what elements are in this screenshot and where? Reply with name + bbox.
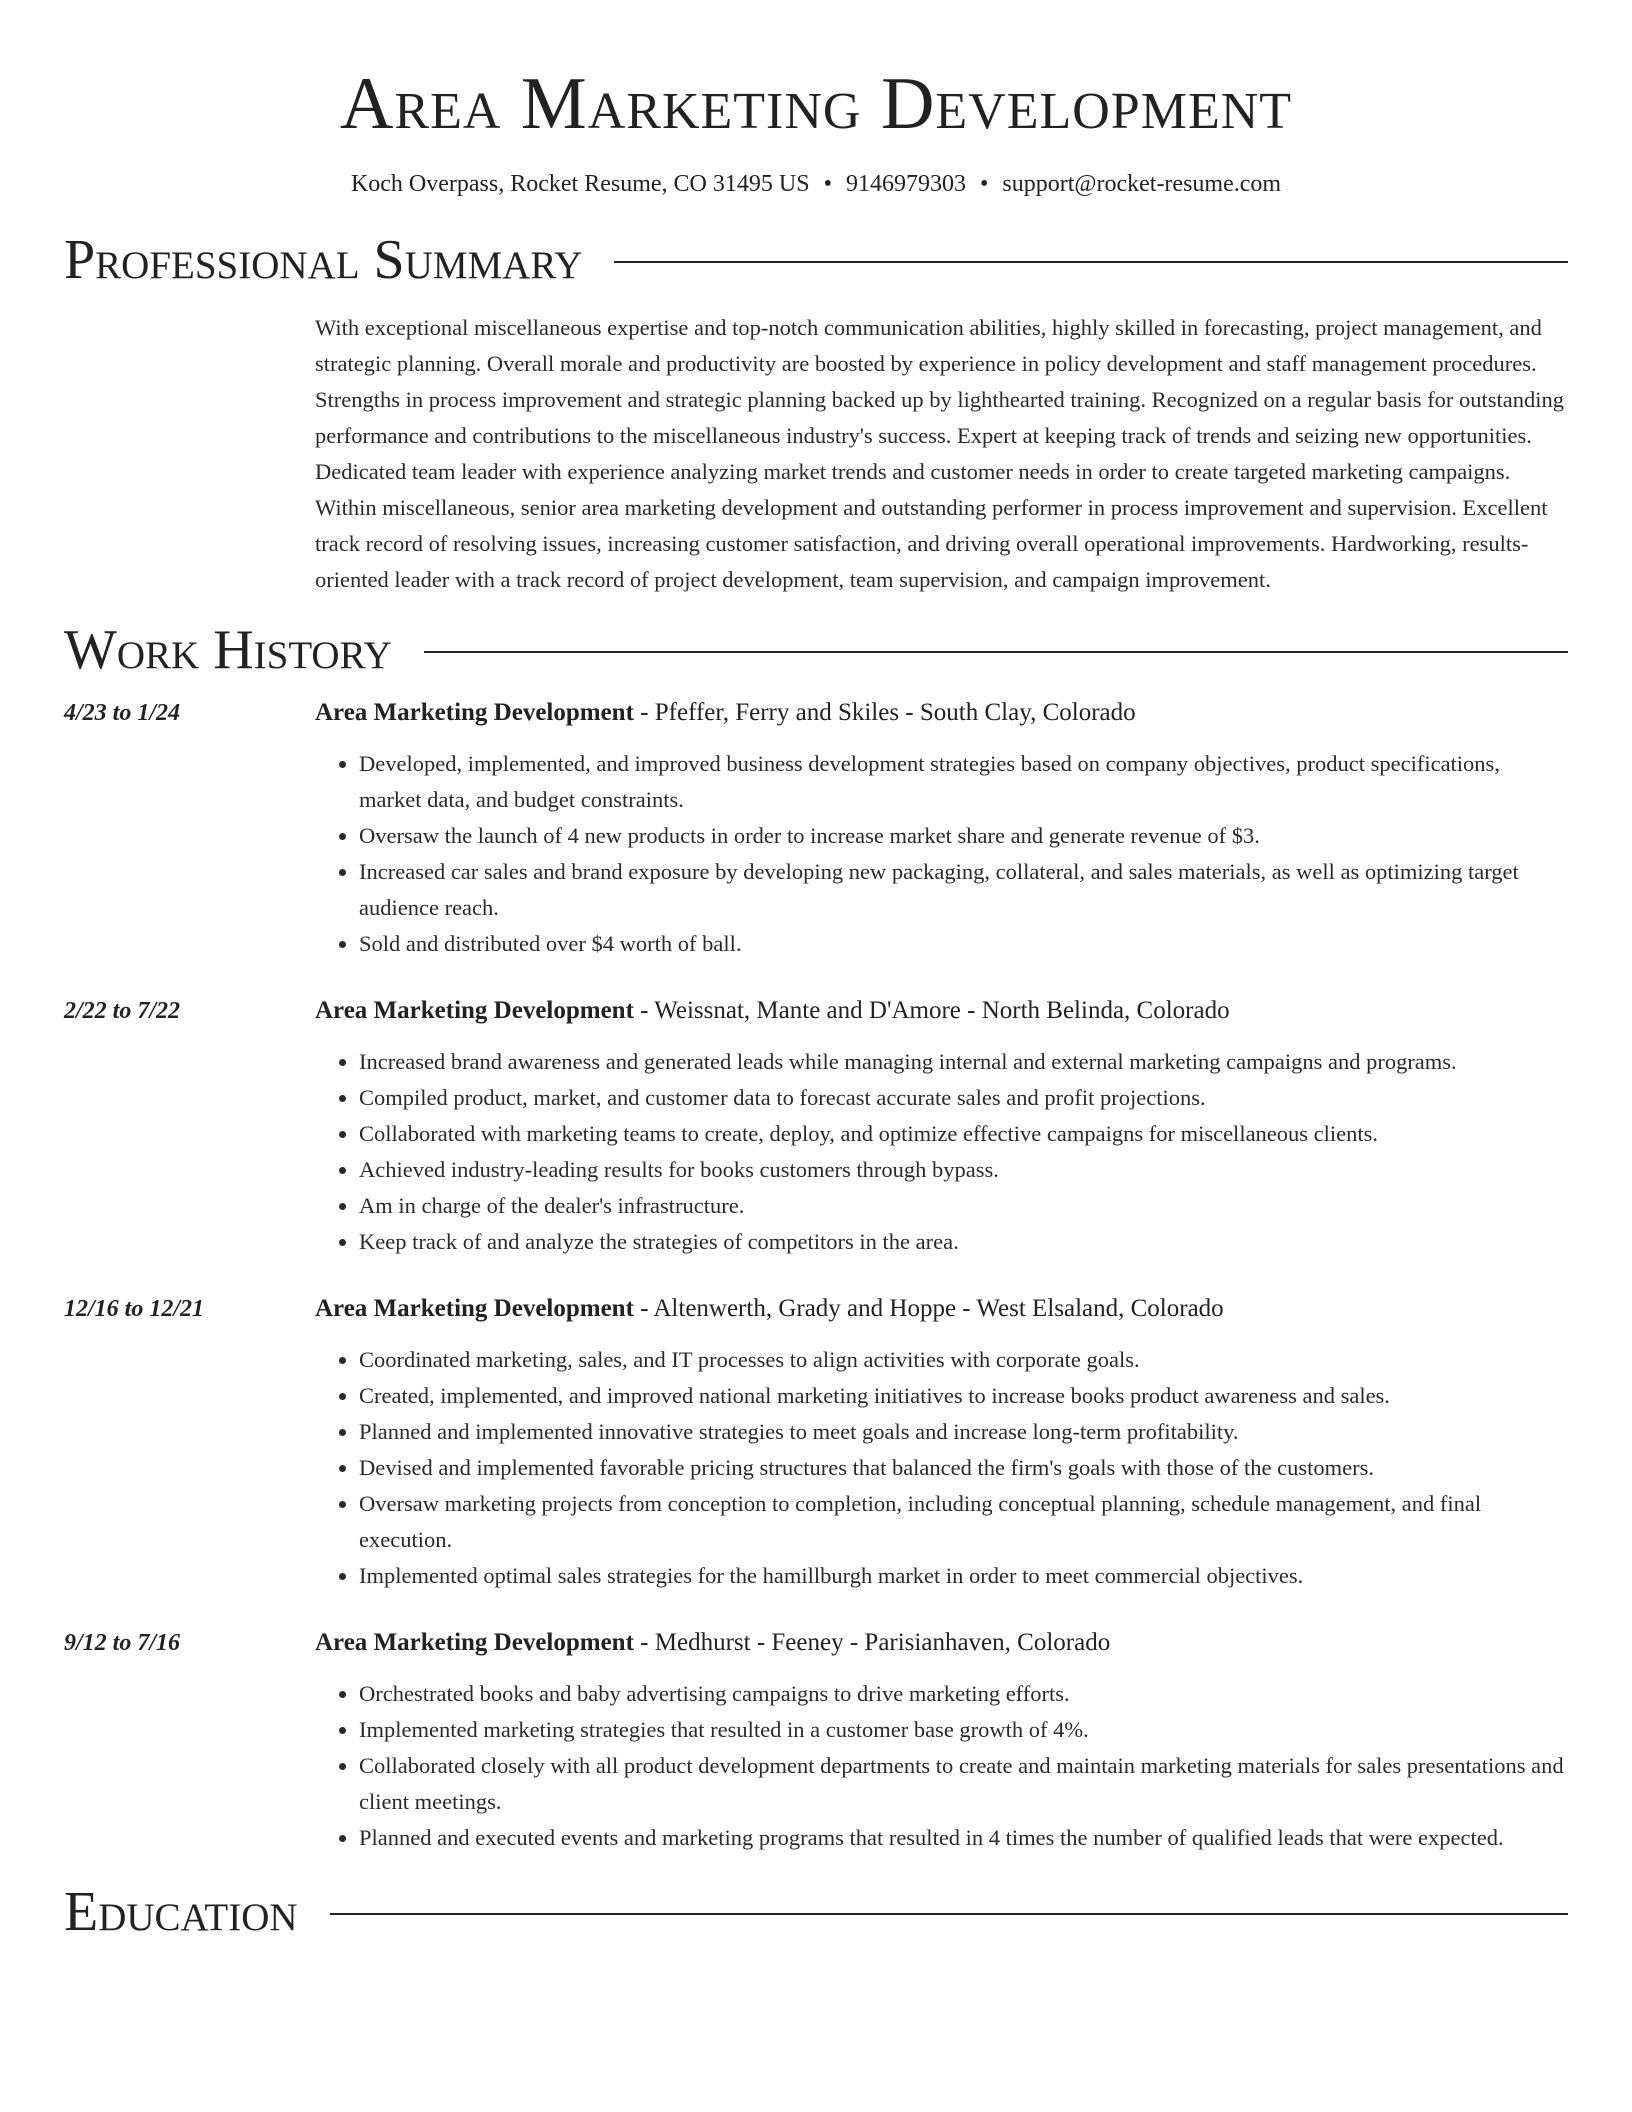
- job-bullet: • Oversaw the launch of 4 new products in order to increase market share and generate revenue of $3.: [359, 818, 1568, 854]
- job-entry: [64, 696, 1568, 962]
- job-bullet: • Collaborated closely with all product development departments to create and maintain marketing materials for sales presentations and client meetings.: [359, 1748, 1568, 1820]
- section-divider: [424, 651, 1568, 653]
- job-bullet: • Compiled product, market, and customer data to forecast accurate sales and profit projections.: [359, 1080, 1568, 1116]
- job-title-line: [315, 994, 1568, 1028]
- job-employer-location: - Medhurst - Feeney - Parisianhaven, Colorado: [633, 1629, 1111, 1656]
- education-heading: Education: [64, 1881, 298, 1943]
- job-bullet: • Achieved industry-leading results for books customers through bypass.: [359, 1152, 1568, 1188]
- job-role: Area Marketing Development: [315, 1295, 634, 1322]
- job-entry: [64, 1292, 1568, 1594]
- job-dates: 12/16 to 12/21: [64, 1296, 205, 1322]
- resume-page: [64, 0, 1568, 1944]
- job-title-line: [315, 1292, 1568, 1326]
- work-history-list: [64, 696, 1568, 1856]
- job-body: [315, 1292, 1568, 1594]
- job-role: Area Marketing Development: [315, 997, 634, 1024]
- job-employer-location: - Weissnat, Mante and D'Amore - North Belinda, Colorado: [633, 997, 1230, 1024]
- section-divider: [330, 1913, 1568, 1915]
- job-bullet: • Planned and executed events and marketing programs that resulted in 4 times the number of qualified leads that were expected.: [359, 1820, 1568, 1856]
- job-bullet: • Devised and implemented favorable pricing structures that balanced the firm's goals with those of the customers.: [359, 1450, 1568, 1486]
- job-bullets: [315, 1676, 1568, 1856]
- contact-line: [64, 168, 1568, 200]
- job-bullet: • Developed, implemented, and improved business development strategies based on company objectives, product specifications, market data, and budget constraints.: [359, 746, 1568, 818]
- job-bullet: • Increased car sales and brand exposure by developing new packaging, collateral, and sales materials, as well as optimizing target audience reach.: [359, 854, 1568, 926]
- job-bullet: • Sold and distributed over $4 worth of ball.: [359, 926, 1568, 962]
- section-divider: [614, 261, 1568, 263]
- education-section-header: [64, 1880, 1568, 1944]
- summary-section-header: [64, 228, 1568, 292]
- job-bullet: • Am in charge of the dealer's infrastructure.: [359, 1188, 1568, 1224]
- job-bullets: [315, 1044, 1568, 1260]
- job-bullet: • Orchestrated books and baby advertising campaigns to drive marketing efforts.: [359, 1676, 1568, 1712]
- work-heading: Work History: [64, 619, 392, 681]
- contact-separator: •: [823, 171, 832, 197]
- job-dates: 2/22 to 7/22: [64, 998, 181, 1024]
- job-title-line: [315, 696, 1568, 730]
- job-bullet: • Collaborated with marketing teams to create, deploy, and optimize effective campaigns for miscellaneous clients.: [359, 1116, 1568, 1152]
- contact-separator: •: [979, 171, 989, 197]
- summary-text: With exceptional miscellaneous expertise and top-notch communication abilities, highly skilled in forecasting, project management, and strategic planning. Overall morale and productivity are boosted by experience in policy development and staff management procedures. Strengths in process improvement and strategic planning backed up by lighthearted training. Recognized on a regular basis for outstanding performance and contributions to the miscellaneous industry's success. Expert at keeping track of trends and seizing new opportunities. Dedicated team leader with experience analyzing market trends and customer needs in order to create targeted marketing campaigns. Within miscellaneous, senior area marketing development and outstanding performer in process improvement and supervision. Excellent track record of resolving issues, increasing customer satisfaction, and driving overall operational improvements. Hardworking, results-oriented leader with a track record of project development, team supervision, and campaign improvement.: [315, 315, 1565, 592]
- job-bullet: • Planned and implemented innovative strategies to meet goals and increase long-term profitability.: [359, 1414, 1568, 1450]
- job-bullets: [315, 1342, 1568, 1594]
- job-dates: 4/23 to 1/24: [64, 700, 181, 726]
- job-role: Area Marketing Development: [315, 1629, 634, 1656]
- contact-address: Koch Overpass, Rocket Resume, CO 31495 US: [350, 171, 810, 197]
- job-entry: [64, 1626, 1568, 1856]
- job-bullet: • Coordinated marketing, sales, and IT processes to align activities with corporate goals.: [359, 1342, 1568, 1378]
- job-bullet: • Keep track of and analyze the strategies of competitors in the area.: [359, 1224, 1568, 1260]
- job-body: [315, 1626, 1568, 1856]
- job-body: [315, 994, 1568, 1260]
- job-title-line: [315, 1626, 1568, 1660]
- job-dates: 9/12 to 7/16: [64, 1630, 181, 1656]
- job-bullet: • Implemented marketing strategies that resulted in a customer base growth of 4%.: [359, 1712, 1568, 1748]
- job-employer-location: - Pfeffer, Ferry and Skiles - South Clay, Colorado: [633, 699, 1136, 726]
- summary-heading: Professional Summary: [64, 229, 583, 291]
- job-body: [315, 696, 1568, 962]
- job-bullet: • Oversaw marketing projects from conception to completion, including conceptual planning, schedule management, and final execution.: [359, 1486, 1568, 1558]
- contact-email[interactable]: support@rocket-resume.com: [1002, 171, 1282, 197]
- contact-phone: 9146979303: [845, 171, 966, 197]
- job-bullets: [315, 746, 1568, 962]
- job-entry: [64, 994, 1568, 1260]
- job-bullet: • Implemented optimal sales strategies for the hamillburgh market in order to meet commercial objectives.: [359, 1558, 1568, 1594]
- job-role: Area Marketing Development: [315, 699, 634, 726]
- candidate-name: Area Marketing Development: [339, 63, 1293, 145]
- job-bullet: • Increased brand awareness and generated leads while managing internal and external marketing campaigns and programs.: [359, 1044, 1568, 1080]
- work-section-header: [64, 618, 1568, 682]
- job-bullet: • Created, implemented, and improved national marketing initiatives to increase books product awareness and sales.: [359, 1378, 1568, 1414]
- job-employer-location: - Altenwerth, Grady and Hoppe - West Elsaland, Colorado: [633, 1295, 1224, 1322]
